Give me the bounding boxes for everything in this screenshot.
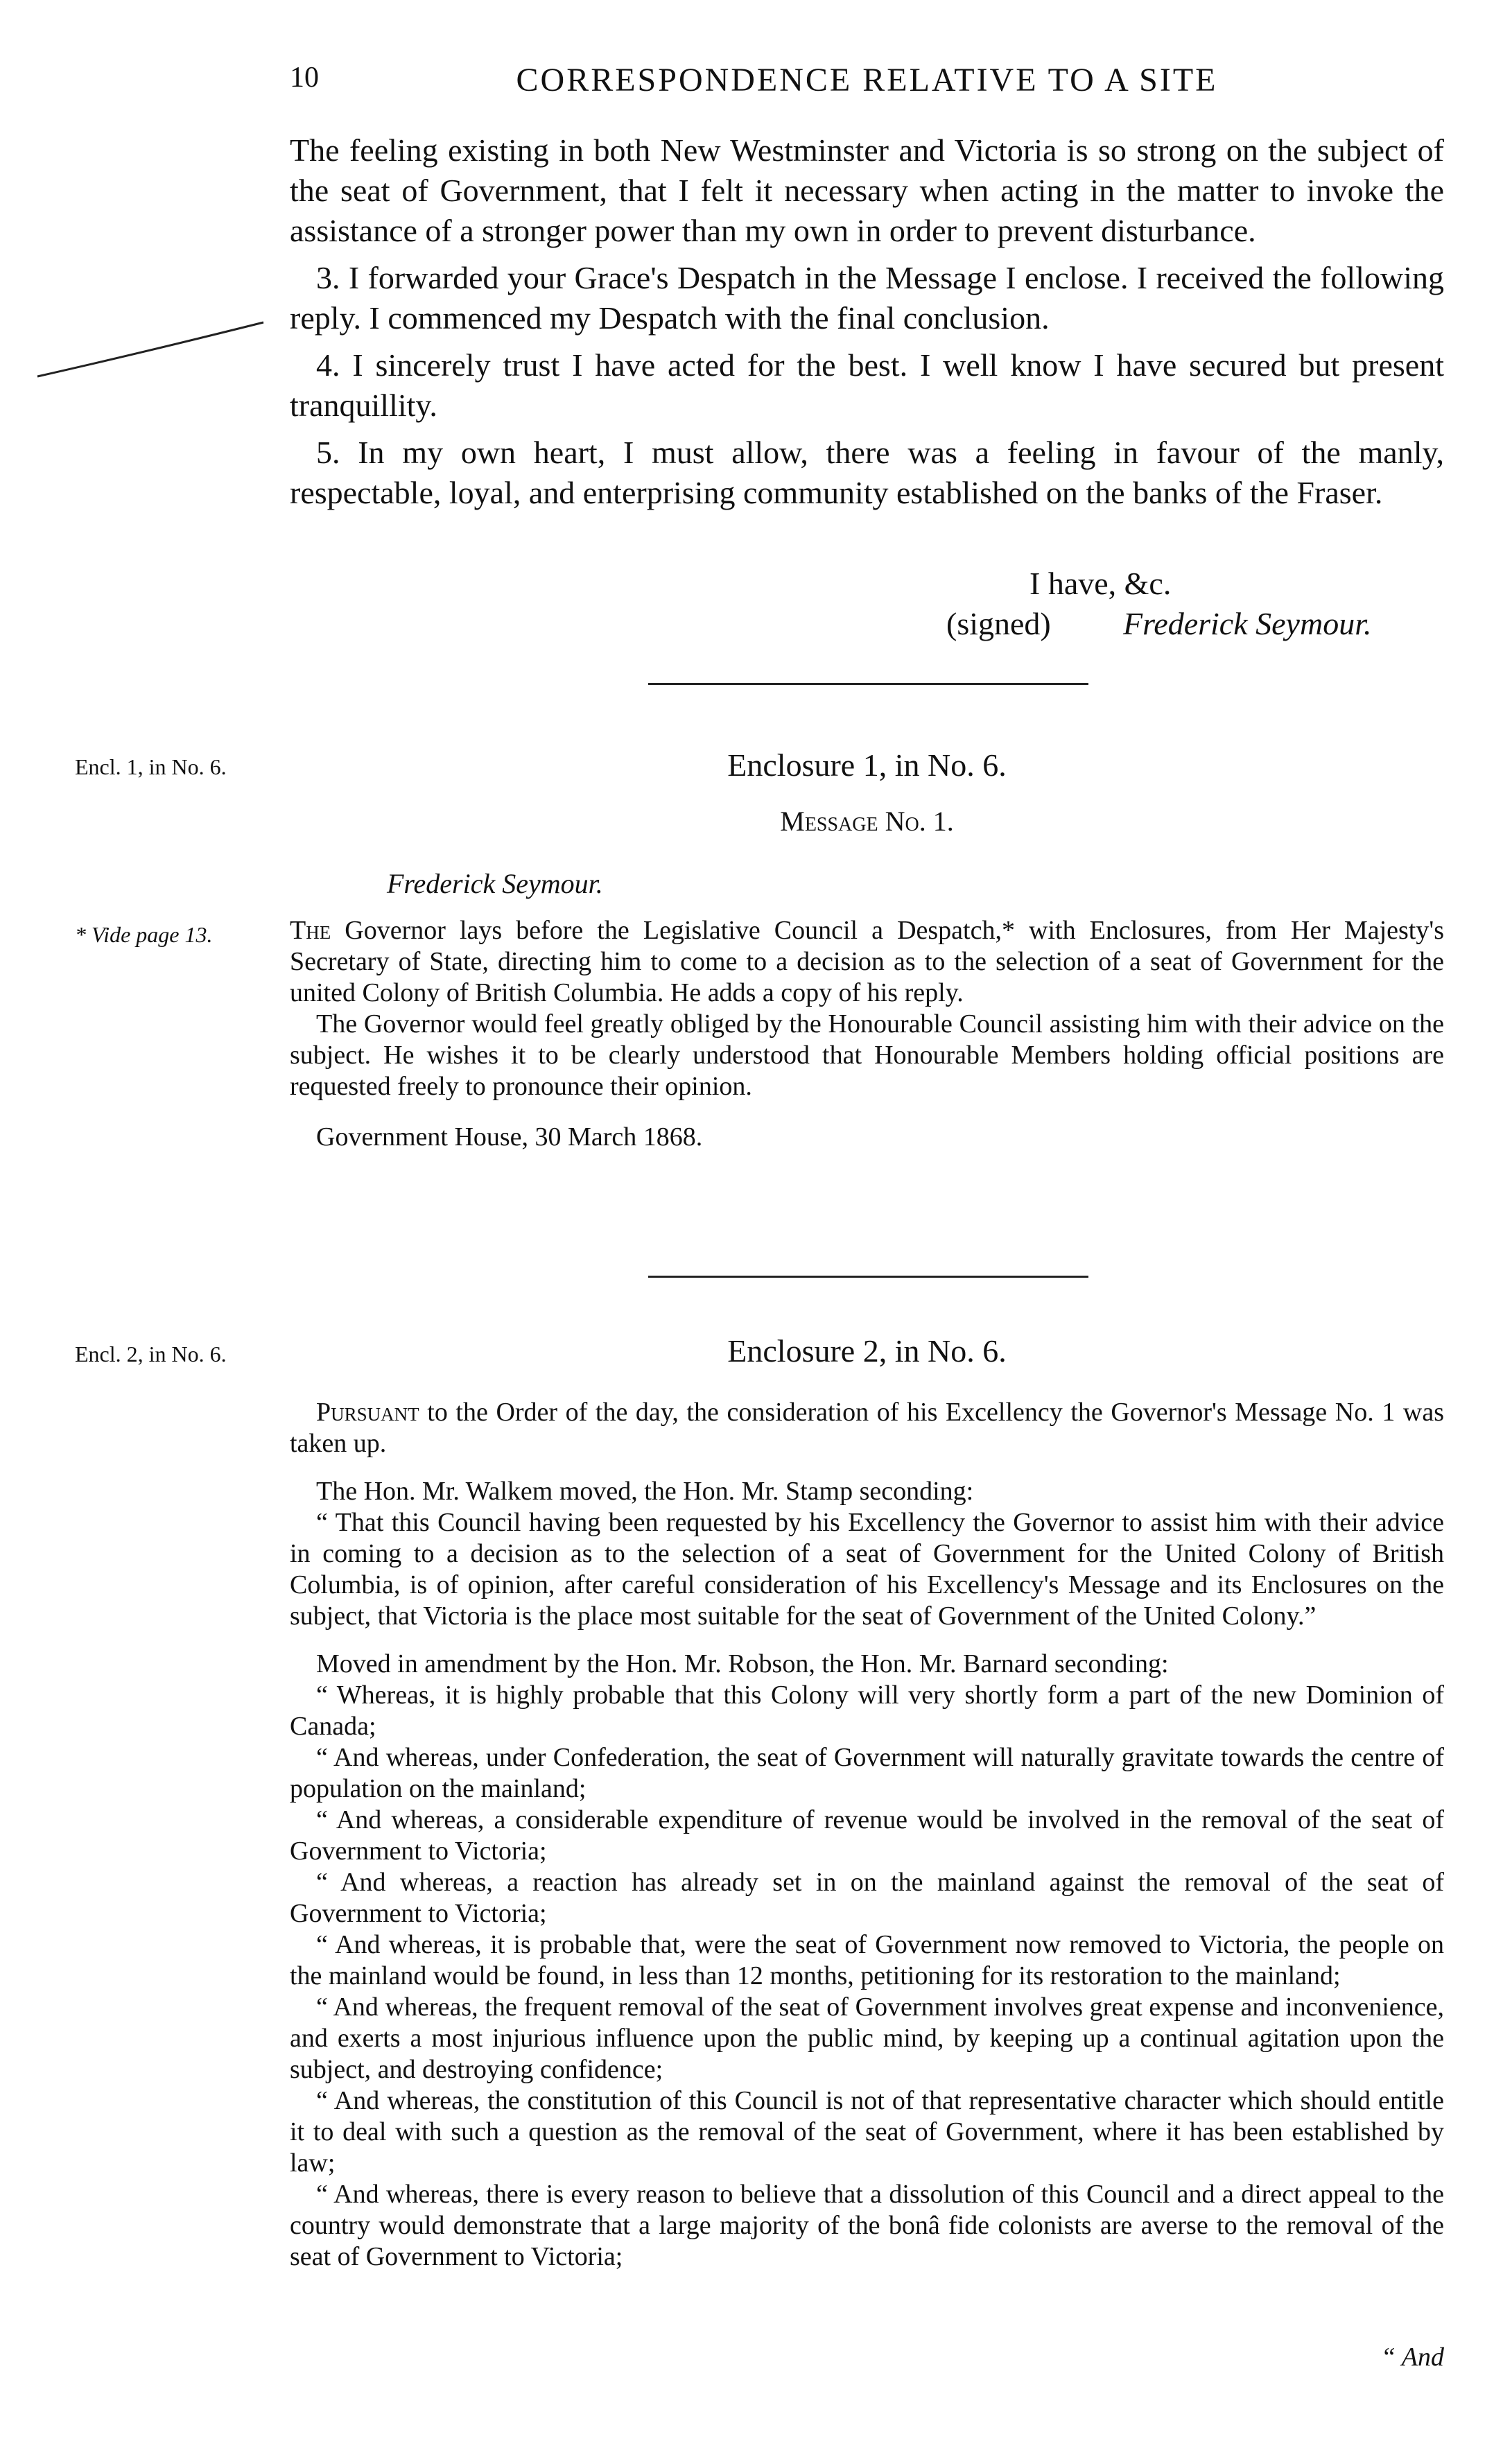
enclosure1-margin-note: Encl. 1, in No. 6. <box>75 754 227 779</box>
page-header <box>0 61 1512 103</box>
whereas-clause: “ And whereas, there is every reason to believe that a dissolution of this Council and a direct appeal to the country would demonstrate that a large majority of the bonâ fide colonists are averse to the removal of the seat of Government to Victoria; <box>290 2180 1444 2271</box>
enclosure1-paragraph-1 <box>290 915 1444 1009</box>
whereas-clause: “ And whereas, a considerable expenditure of revenue would be involved in the removal of the seat of Government to Victoria; <box>290 1805 1444 1866</box>
vide-footnote-marker: * Vide page 13. <box>75 922 213 947</box>
enclosure1-signed-by: Frederick Seymour. <box>387 868 603 899</box>
enclosure1-paragraph-1-text: Governor lays before the Legislative Council a Despatch,* with Enclosures, from Her Majesty's Secretary of State, directing him to come to a decision as to the selection of a seat of Government for the united Colony of British Columbia. He adds a copy of his reply. <box>290 916 1444 1007</box>
letter-paragraph-5: 5. In my own heart, I must allow, there was a feeling in favour of the manly, respectable, loyal, and enterprising community established on the banks of the Fraser. <box>290 435 1444 510</box>
enclosure1-subtitle: Message No. 1. <box>780 806 954 837</box>
motion-text: “ That this Council having been requested by his Excellency the Governor to assist him with their advice in coming to a decision as to the selection of a seat of Government for the United Colony of British Columbia, is of opinion, after careful consideration of his Excellency's Message and its Enclosures on the subject, that Victoria is the place most suitable for the seat of Government of the United Colony.” <box>290 1508 1444 1631</box>
whereas-clause: “ And whereas, a reaction has already set in on the mainland against the removal of the seat of Government to Victoria; <box>290 1868 1444 1928</box>
letter-paragraph-4: 4. I sincerely trust I have acted for the best. I well know I have secured but present tranquillity. <box>290 347 1444 423</box>
letter-body <box>290 130 1444 513</box>
enclosure1-title: Enclosure 1, in No. 6. <box>727 747 1007 783</box>
enclosure1-place-date: Government House, 30 March 1868. <box>316 1122 703 1152</box>
running-title: CORRESPONDENCE RELATIVE TO A SITE <box>516 62 1218 98</box>
margin-pen-mark <box>35 315 270 385</box>
page-number: 10 <box>290 62 319 94</box>
enclosure2-paragraph-1-text: to the Order of the day, the consideration of his Excellency the Governor's Message No. 1 was taken up. <box>290 1398 1445 1458</box>
enclosure1-paragraph-2: The Governor would feel greatly obliged by the Honourable Council assisting him with their advice on the subject. He wishes it to be clearly understood that Honourable Members holding official positions are requested freely to pronounce their opinion. <box>290 1009 1444 1101</box>
enclosure1-body <box>290 915 1444 1153</box>
letter-signature: Frederick Seymour. <box>1123 606 1372 641</box>
whereas-clause: “ And whereas, it is probable that, were the seat of Government now removed to Victoria, the people on the mainland would be found, in less than 12 months, petitioning for its restoration to the mainland; <box>290 1930 1444 1990</box>
enclosure2-paragraph-1 <box>290 1397 1444 1459</box>
amendment-intro: Moved in amendment by the Hon. Mr. Robson, the Hon. Mr. Barnard seconding: <box>316 1649 1169 1678</box>
whereas-clause: “ And whereas, the constitution of this Council is not of that representative character which should entitle it to deal with such a question as the removal of the seat of Government, where it has been established by law; <box>290 2086 1444 2178</box>
catchword: “ And <box>1380 2343 1444 2372</box>
letter-paragraph-3: 3. I forwarded your Grace's Despatch in the Message I enclose. I received the following reply. I commenced my Despatch with the final conclusion. <box>290 260 1444 336</box>
section-divider-2 <box>648 1276 1088 1278</box>
letter-closing: I have, &c. <box>1029 566 1172 601</box>
enclosure2-title: Enclosure 2, in No. 6. <box>727 1333 1007 1369</box>
whereas-clause: “ And whereas, under Confederation, the seat of Government will naturally gravitate towards the centre of population on the mainland; <box>290 1743 1444 1803</box>
enclosure2-body <box>290 1397 1444 2273</box>
whereas-clause: “ And whereas, the frequent removal of the seat of Government involves great expense and inconvenience, and exerts a most injurious influence upon the public mind, by keeping up a continual agitation upon the subject, and destroying confidence; <box>290 1993 1444 2084</box>
enclosure2-margin-note: Encl. 2, in No. 6. <box>75 1342 227 1366</box>
motion-intro: The Hon. Mr. Walkem moved, the Hon. Mr. Stamp seconding: <box>316 1477 974 1506</box>
signed-label: (signed) <box>946 606 1051 641</box>
section-divider <box>648 683 1088 685</box>
letter-intro-paragraph: The feeling existing in both New Westminster and Victoria is so strong on the subject of the seat of Government, that I felt it necessary when acting in the matter to invoke the assistance of a stronger power than my own in order to prevent disturbance. <box>290 132 1444 248</box>
enclosure2-lead-word: Pursuant <box>316 1398 419 1427</box>
whereas-clause: “ Whereas, it is highly probable that this Colony will very shortly form a part of the new Dominion of Canada; <box>290 1681 1444 1741</box>
enclosure1-lead-word: The <box>290 916 331 945</box>
